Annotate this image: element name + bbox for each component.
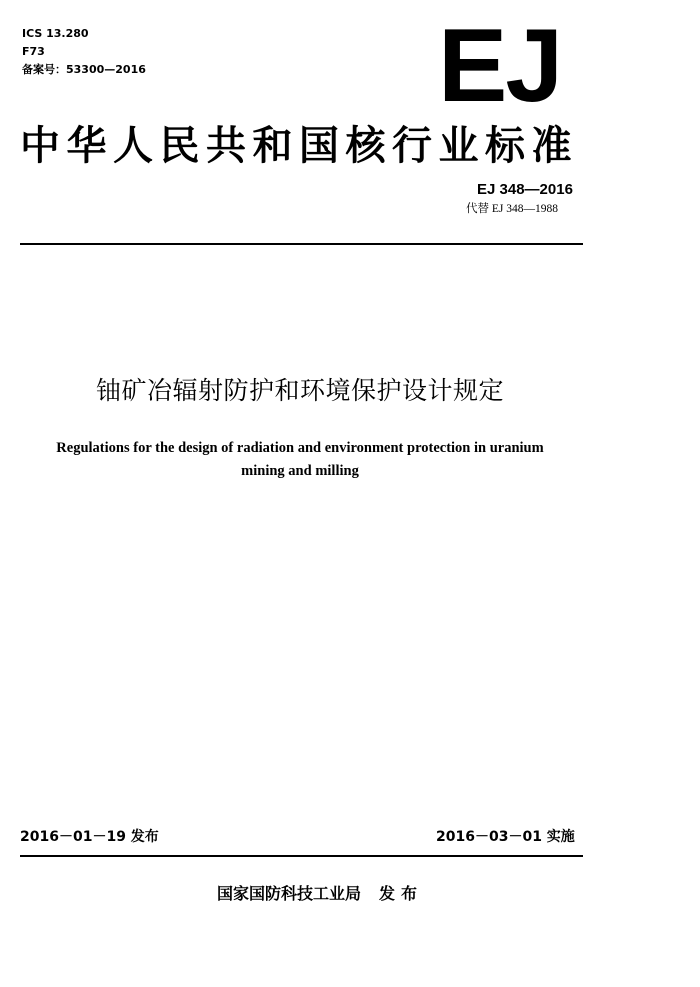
publisher-action: 发布	[379, 884, 424, 903]
bottom-divider	[20, 855, 583, 857]
effective-date: 2016－03－01 实施	[436, 829, 575, 845]
document-title-chinese: 铀矿冶辐射防护和环境保护设计规定	[95, 376, 504, 405]
standard-logo: EJ	[438, 8, 562, 124]
top-divider	[20, 243, 583, 245]
standard-code: EJ 348—2016	[477, 181, 573, 198]
standard-category-title: 中华人民共和国核行业标准	[20, 123, 578, 169]
publisher-name: 国家国防科技工业局	[216, 884, 361, 903]
document-title-english-line1: Regulations for the design of radiation and environment protection in uranium	[56, 440, 544, 456]
issue-date: 2016－01－19 发布	[20, 829, 159, 845]
filing-number: 备案号：53300—2016	[22, 63, 146, 76]
document-title-english	[10, 437, 590, 483]
replaces-standard: 代替 EJ 348—1988	[466, 203, 558, 215]
classification-code: F73	[22, 45, 45, 58]
document-title-english-line2: mining and milling	[241, 463, 359, 479]
publisher-line	[0, 884, 640, 904]
ics-code: ICS 13.280	[22, 27, 89, 40]
